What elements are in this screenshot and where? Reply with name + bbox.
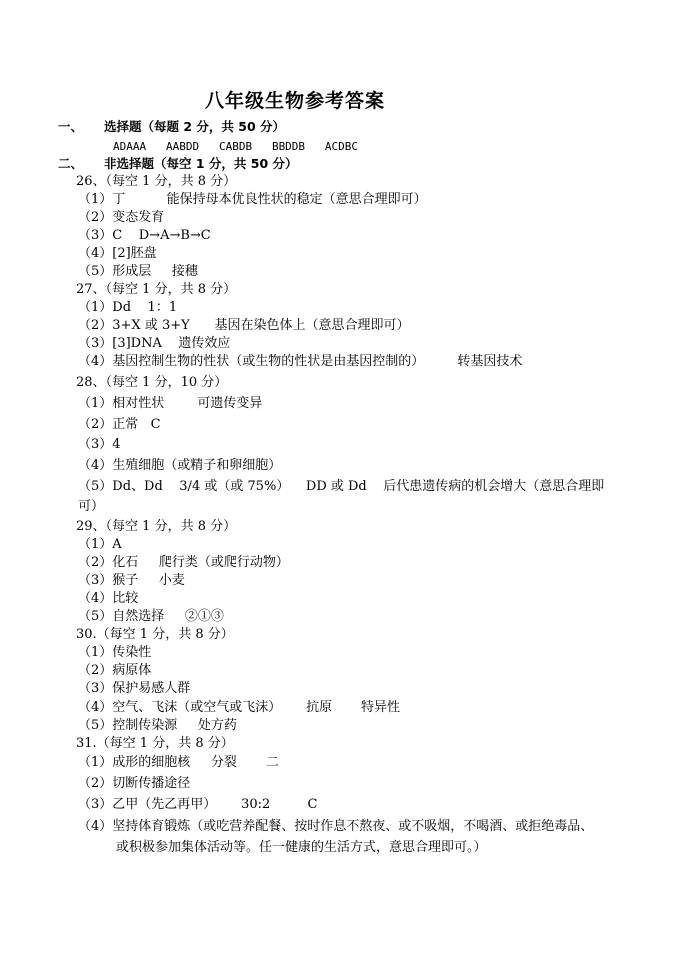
q26-answer-4: （4）[2]胚盘 [78, 246, 157, 261]
q28-answer-3: （3）4 [78, 437, 121, 452]
q28-answer-4: （4）生殖细胞（或精子和卵细胞） [78, 458, 282, 473]
q30-answer-4: （4）空气、飞沫（或空气或飞沫） 抗原 特异性 [78, 700, 400, 715]
q27-answer-3: （3）[3]DNA 遗传效应 [78, 336, 231, 351]
q26-heading: 26、（每空 1 分，共 8 分） [76, 174, 237, 189]
q28-answer-2: （2）正常 C [78, 417, 161, 432]
section-2-number: 二、 [58, 156, 84, 171]
document-title: 八年级生物参考答案 [204, 90, 385, 112]
q30-answer-2: （2）病原体 [78, 663, 152, 678]
q31-answer-2: （2）切断传播途径 [78, 776, 191, 791]
q28-answer-5: （5）Dd、Dd 3/4 或（或 75%） DD 或 Dd 后代患遗传病的机会增大（意思合理即 [78, 479, 605, 494]
q28-answer-1: （1）相对性状 可遗传变异 [78, 396, 263, 411]
q29-answer-5: （5）自然选择 ②①③ [78, 609, 224, 624]
q31-answer-3: （3）乙甲（先乙再甲） 30:2 C [78, 797, 318, 812]
q28-answer-5-continued: 可） [78, 499, 105, 514]
q29-answer-2: （2）化石 爬行类（或爬行动物） [78, 555, 289, 570]
q27-answer-4: （4）基因控制生物的性状（或生物的性状是由基因控制的） 转基因技术 [78, 354, 523, 369]
q29-answer-3: （3）猴子 小麦 [78, 573, 185, 588]
q29-answer-4: （4）比较 [78, 591, 139, 606]
section-1-number: 一、 [58, 119, 84, 134]
q27-heading: 27、（每空 1 分，共 8 分） [76, 282, 237, 297]
q30-answer-5: （5）控制传染源 处方药 [78, 718, 237, 733]
section-2-heading: 非选择题（每空 1 分，共 50 分） [104, 156, 298, 171]
q26-answer-1: （1）丁 能保持母本优良性状的稳定（意思合理即可） [78, 192, 427, 207]
q31-answer-1: （1）成形的细胞核 分裂 二 [78, 755, 279, 770]
q26-answer-2: （2）变态发育 [78, 210, 165, 225]
q31-answer-4-continued: 或积极参加集体活动等。任一健康的生活方式，意思合理即可。） [116, 840, 487, 855]
q30-answer-1: （1）传染性 [78, 645, 152, 660]
q27-answer-1: （1）Dd 1：1 [78, 300, 178, 315]
q28-heading: 28、（每空 1 分，10 分） [76, 375, 228, 390]
q30-answer-3: （3）保护易感人群 [78, 681, 191, 696]
q30-heading: 30.（每空 1 分，共 8 分） [76, 627, 234, 642]
choice-answers: ADAAA AABDD CABDB BBDDB ACDBC [113, 140, 359, 153]
q27-answer-2: （2）3+X 或 3+Y 基因在染色体上（意思合理即可） [78, 318, 410, 333]
q26-answer-3: （3）C D→A→B→C [78, 228, 211, 243]
q29-heading: 29、（每空 1 分，共 8 分） [76, 519, 237, 534]
q26-answer-5: （5）形成层 接穗 [78, 264, 198, 279]
q29-answer-1: （1）A [78, 537, 122, 552]
q31-answer-4: （4）坚持体育锻炼（或吃营养配餐、按时作息不熬夜、或不吸烟，不喝酒、或拒绝毒品、 [78, 819, 594, 834]
section-1-heading: 选择题（每题 2 分，共 50 分） [104, 119, 286, 134]
q31-heading: 31.（每空 1 分，共 8 分） [76, 736, 234, 751]
